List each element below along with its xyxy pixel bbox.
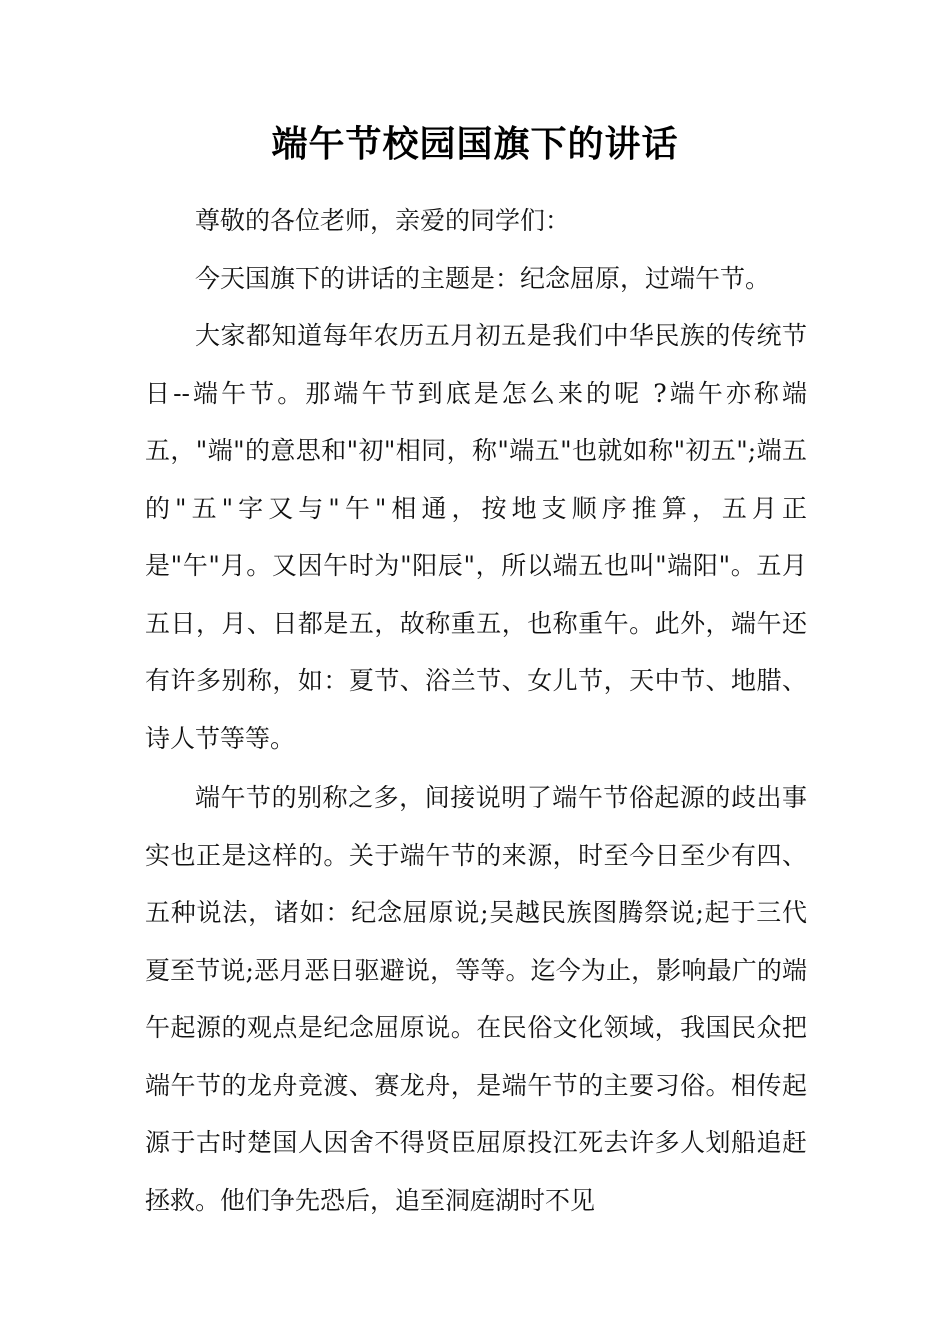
paragraph-greeting: 尊敬的各位老师，亲爱的同学们：	[195, 206, 571, 235]
paragraph-theme: 今天国旗下的讲话的主题是：纪念屈原，过端午节。	[195, 263, 771, 293]
document-title: 端午节校园国旗下的讲话	[271, 123, 679, 165]
paragraph-origin-names: 大家都知道每年农历五月初五是我们中华民族的传统节日--端午节。那端午节到底是怎么来的呢 ?端午亦称端五，"端"的意思和"初"相同，称"端五"也就如称"初五";端五的"五"字又与"午"相通，按地支顺序推算，五月正是"午"月。又因午时为"阳辰"，所以端五也叫"端阳"。五月五日，月、日都是五，故称重五，也称重午。此外，端午还有许多别称，如：夏节、浴兰节、女儿节，天中节、地腊、诗人节等等。	[145, 321, 807, 753]
paragraph-origin-theories: 端午节的别称之多，间接说明了端午节俗起源的歧出事实也正是这样的。关于端午节的来源，时至今日至少有四、五种说法，诸如：纪念屈原说;吴越民族图腾祭说;起于三代夏至节说;恶月恶日驱避说，等等。迄今为止，影响最广的端午起源的观点是纪念屈原说。在民俗文化领域，我国民众把端午节的龙舟竞渡、赛龙舟，是端午节的主要习俗。相传起源于古时楚国人因舍不得贤臣屈原投江死去许多人划船追赶拯救。他们争先恐后，追至洞庭湖时不见	[145, 783, 807, 1215]
document-body	[145, 192, 807, 1229]
